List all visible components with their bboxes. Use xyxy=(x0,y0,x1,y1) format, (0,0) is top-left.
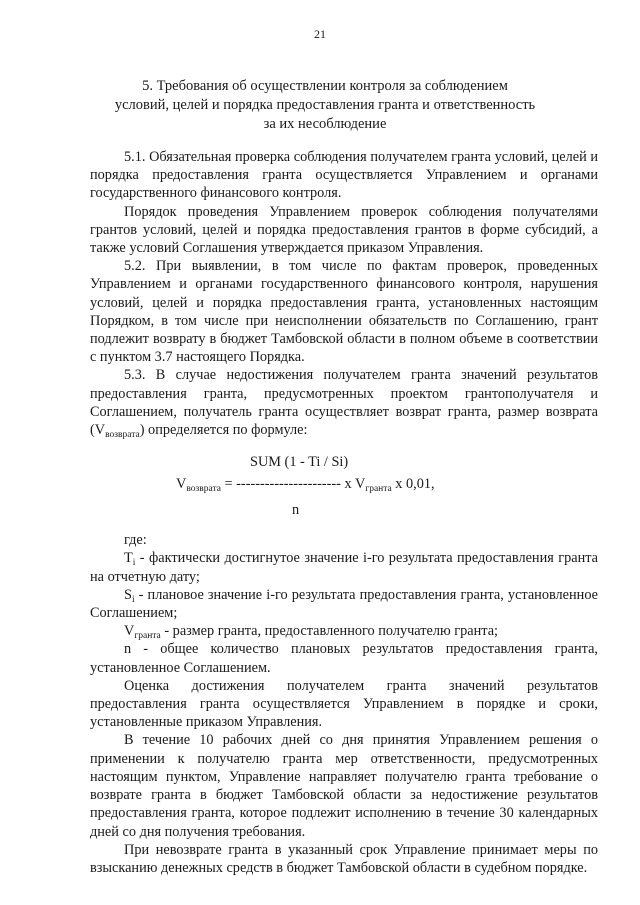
formula-v-subscript: возврата xyxy=(186,484,221,495)
formula-v: V xyxy=(176,476,187,493)
formula-denominator: n xyxy=(292,502,300,519)
definition-t xyxy=(90,549,598,585)
heading-line-1: 5. Требования об осуществлении контроля за соблюдением xyxy=(142,78,508,94)
page-number: 21 xyxy=(314,27,326,41)
definition-v-subscript: гранта xyxy=(134,631,161,642)
formula-fraction-bar: ---------------------- xyxy=(236,476,341,493)
formula-grant-subscript: гранта xyxy=(365,484,392,495)
paragraph-5-3-end: ) определяется по формуле: xyxy=(139,422,308,439)
definition-t-subscript: i xyxy=(132,558,136,569)
definition-t-text: - фактически достигнутое значение i-го результата предоставления гранта на отчетную дату; xyxy=(90,550,598,585)
document-body xyxy=(90,148,598,877)
definition-t-symbol: T xyxy=(124,550,133,567)
formula-multiplier: x 0,01, xyxy=(391,476,435,493)
heading-line-2: условий, целей и порядка предоставления гранта и ответственность xyxy=(114,97,536,113)
paragraph-5-3 xyxy=(90,366,598,439)
paragraph-assessment: Оценка достижения получателем гранта значений результатов предоставления гранта осуществляется Управлением в порядке и сроки, установленные приказом Управления. xyxy=(90,677,598,731)
paragraph-ten-days: В течение 10 рабочих дней со дня принятия Управлением решения о применении к получателю гранта мер ответственности, предусмотренных настоящим пунктом, Управление направляет получателю гранта требование о возврате гранта в бюджет Тамбовской области за недостижение результатов предоставления гранта, которое подлежит исполнению в течение 30 календарных дней со дня получения требования. xyxy=(90,732,598,840)
formula-numerator: SUM (1 - Ti / Si) xyxy=(250,454,349,471)
section-heading xyxy=(80,77,570,134)
paragraph-5-3-subscript: возврата xyxy=(105,430,140,441)
definition-s-subscript: i xyxy=(131,594,135,605)
definition-n: n - общее количество плановых результатов предоставления гранта, установленное Соглашением. xyxy=(90,641,598,676)
formula-times-v: x V xyxy=(340,476,366,493)
formula-equals: = xyxy=(220,476,237,493)
definition-s-text: - плановое значение i-го результата предоставления гранта, установленное Соглашением; xyxy=(90,586,598,622)
definition-v xyxy=(90,622,598,640)
paragraph-5-2: 5.2. При выявлении, в том числе по фактам проверок, проведенных Управлением и органами государственного финансового контроля, нарушения условий, целей и порядка предоставления гранта, установленных настоящим Порядком, в том числе при неисполнении обязательств по Соглашению, грант подлежит возврату в бюджет Тамбовской области в полном объеме в соответствии с пунктом 3.7 настоящего Порядка. xyxy=(90,258,598,366)
paragraph-inspection-procedure: Порядок проведения Управлением проверок соблюдения получателями грантов условий, целей и порядка предоставления грантов в форме субсидий, а также условий Соглашения утверждается приказом Управления. xyxy=(90,203,598,257)
definition-v-symbol: V xyxy=(124,623,135,640)
definition-s xyxy=(90,586,598,622)
where-label: где: xyxy=(124,532,147,549)
heading-line-3: за их несоблюдение xyxy=(263,116,387,132)
paragraph-5-1: 5.1. Обязательная проверка соблюдения получателем гранта условий, целей и порядка предоставления гранта осуществляется Управлением и органами государственного финансового контроля. xyxy=(90,149,598,202)
definition-v-text: - размер гранта, предоставленного получателю гранта; xyxy=(160,623,499,640)
return-formula xyxy=(90,449,598,523)
definition-s-symbol: S xyxy=(124,586,132,603)
paragraph-5-3-start: 5.3. В случае недостижения получателем гранта значений результатов предоставления гранта, предусмотренных проектом грантополучателя и Соглашением, получатель гранта осуществляет возврат гранта, размер возврата (V xyxy=(90,367,598,439)
paragraph-non-return: При невозврате гранта в указанный срок Управление принимает меры по взысканию денежных средств в бюджет Тамбовской области в судебном порядке. xyxy=(90,841,598,876)
formula-main-line xyxy=(176,475,435,493)
